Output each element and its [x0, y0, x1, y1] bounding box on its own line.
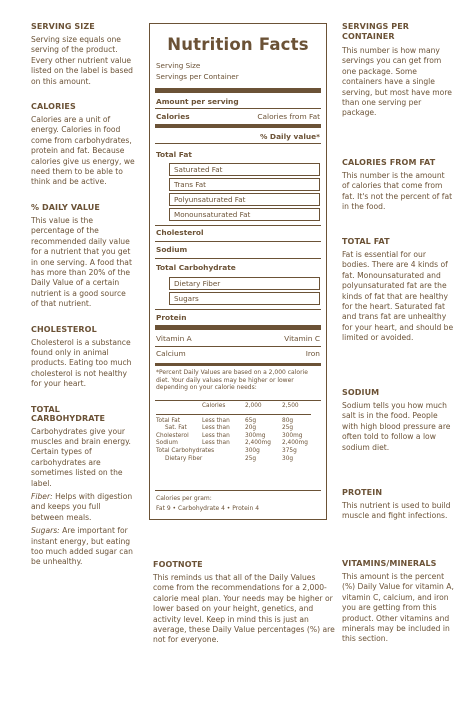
divider: [155, 258, 321, 259]
section-heading: TOTAL FAT: [342, 237, 390, 246]
amount-per-serving: [156, 97, 320, 106]
dv-cell: 300g: [245, 447, 260, 454]
dv-cell: Sat. Fat: [165, 425, 187, 432]
vitamin-a-label: Vitamin A: [156, 334, 192, 343]
left-column: [31, 22, 135, 583]
total-carbohydrate-label: Total Carbohydrate: [156, 263, 236, 272]
calories-per-gram-values: Fat 9 • Carbohydrate 4 • Protein 4: [156, 505, 260, 512]
divider: [155, 346, 321, 347]
daily-value-header: [156, 132, 320, 141]
dv-cell: Calories: [202, 403, 226, 409]
calories-from-fat-section: [342, 158, 454, 213]
nutrition-facts-label: [149, 23, 327, 520]
vitamins-minerals-section: [342, 559, 454, 645]
servings-per-container-section: [342, 22, 454, 119]
dv-row: [156, 448, 311, 456]
iron-label: Iron: [305, 349, 320, 358]
dv-cell: Sodium: [156, 440, 178, 447]
sugars-text: [31, 526, 135, 568]
protein-section: [342, 488, 454, 522]
dv-cell: 25g: [245, 455, 257, 462]
section-text: This number is how many servings you can get from one package. Some containers have a single serving, but most have more than one serving per package.: [342, 46, 452, 118]
dv-row: [156, 425, 311, 433]
vitamin-c-label: Vitamin C: [284, 334, 320, 343]
section-heading: CALORIES FROM FAT: [342, 158, 436, 167]
trans-fat-box: Trans Fat: [169, 178, 320, 191]
dv-cell: Less than: [202, 425, 230, 432]
section-heading: CHOLESTEROL: [31, 324, 97, 334]
divider: [155, 225, 321, 226]
section-text: This reminds us that all of the Daily Values come from the recommendations for a 2,000-calorie meal plan. Your needs may be higher or lower based on your height, genetics, and activity level. Keep in mind this is just an average, these Daily Value percentages (%) are not for everyone.: [153, 573, 335, 645]
vitamin-row: [156, 334, 320, 343]
divider: [155, 241, 321, 242]
daily-value-label: % Daily value*: [259, 132, 320, 141]
dv-cell: 2,500: [282, 403, 299, 409]
divider: [155, 490, 321, 491]
amount-per-serving-label: Amount per serving: [156, 97, 239, 106]
section-text: Fat is essential for our bodies. There are 4 kinds of fat. Monounsaturated and polyunsaturated fat are the kinds of fat that are healthy for the heart. Saturated fat and trans fat are unhealthy for your heart, and should be limited or avoided.: [342, 250, 454, 343]
thick-divider: [155, 88, 321, 93]
dv-row: [156, 418, 311, 426]
dv-cell: [195, 425, 202, 433]
section-text: Cholesterol is a substance found only in animal products. Eating too much cholesterol is not healthy for your heart.: [31, 337, 132, 389]
dv-cell: [195, 418, 202, 426]
dv-cell: Less than: [202, 440, 230, 447]
section-text: Carbohydrates give your muscles and brain energy. Certain types of carbohydrates are sometimes listed on the label.: [31, 426, 131, 488]
cholesterol-label: Cholesterol: [156, 228, 204, 237]
label-title: Nutrition Facts: [167, 35, 309, 54]
dv-cell: 2,400mg: [245, 440, 271, 447]
calcium-label: Calcium: [156, 349, 186, 358]
section-heading: % DAILY VALUE: [31, 202, 100, 212]
footnote-section: [153, 560, 335, 646]
dv-cell: 30g: [282, 455, 294, 462]
section-heading: TOTAL CARBOHYDRATE: [31, 404, 106, 423]
calories-row: [156, 112, 320, 121]
dv-cell: 80g: [282, 417, 294, 424]
dv-cell: 300mg: [282, 432, 303, 439]
section-text: This amount is the percent (%) Daily Value for vitamin A, vitamin C, calcium, and iron you are getting from this product. Other vitamins and minerals may be included in this section.: [342, 572, 454, 644]
dv-cell: [195, 403, 202, 411]
section-heading: PROTEIN: [342, 488, 383, 497]
servings-per-container-label: Servings per Container: [156, 72, 239, 81]
divider: [155, 143, 321, 144]
dv-cell: 300mg: [245, 432, 266, 439]
dv-row: [156, 440, 311, 448]
serving-size-label: Serving Size: [156, 61, 201, 70]
dv-cell: 65g: [245, 417, 257, 424]
section-text: Sodium tells you how much salt is in the food. People with high blood pressure are often told to follow a low sodium diet.: [342, 401, 451, 452]
dv-cell: 375g: [282, 447, 297, 454]
right-column: [342, 22, 454, 702]
daily-value-table: [156, 403, 311, 463]
dv-cell: 25g: [282, 425, 294, 432]
dv-cell: 2,400mg: [282, 440, 308, 447]
cholesterol-row: [156, 228, 320, 237]
polyunsaturated-fat-box: Polyunsaturated Fat: [169, 193, 320, 206]
daily-value-footnote: *Percent Daily Values are based on a 2,000 calorie diet. Your daily values may be higher or lower depending on your calorie needs:: [156, 369, 308, 392]
divider: [155, 309, 321, 310]
section-heading: SERVING SIZE: [31, 22, 95, 31]
sodium-section: [342, 388, 454, 453]
dv-cell: [156, 403, 195, 411]
section-text: This number is the amount of calories that come from fat. It's not the percent of fat in the food.: [342, 171, 453, 212]
dv-row: [156, 456, 311, 464]
section-heading: CALORIES: [31, 102, 76, 112]
sodium-row: [156, 245, 320, 254]
total-fat-row: [156, 150, 320, 159]
section-heading: SODIUM: [342, 388, 380, 397]
dv-cell: 20g: [245, 425, 257, 432]
dietary-fiber-box: Dietary Fiber: [169, 277, 320, 290]
calories-section: [31, 102, 135, 188]
total-fat-label: Total Fat: [156, 150, 192, 159]
section-heading: FOOTNOTE: [153, 560, 203, 569]
dv-cell: Total Fat: [156, 417, 181, 424]
sugars-body: Are important for instant energy, but eating too much added sugar can be unhealthy.: [31, 526, 133, 567]
dv-cell: Cholesterol: [156, 432, 189, 439]
section-heading: SERVINGS PER CONTAINER: [342, 22, 410, 41]
fiber-body: Helps with digestion and keeps you full between meals.: [31, 492, 133, 522]
section-heading: VITAMINS/MINERALS: [342, 559, 437, 568]
calories-per-gram-label: Calories per gram:: [156, 495, 212, 502]
divider: [155, 108, 321, 109]
dv-cell: Total Carbohydrates: [156, 447, 215, 454]
fiber-lead: Fiber:: [31, 492, 53, 501]
mineral-row: [156, 349, 320, 358]
section-text: This value is the percentage of the recommended daily value for a nutrient that you get in one serving. A food that has more than 20% of the Daily Value of a certain nutrient is a good source of that nutrient.: [31, 215, 132, 309]
dv-cell: [195, 433, 202, 441]
dv-row: [156, 433, 311, 441]
sugars-box: Sugars: [169, 292, 320, 305]
protein-row: [156, 313, 320, 322]
protein-label: Protein: [156, 313, 187, 322]
calories-label: Calories: [156, 112, 190, 121]
serving-size-section: [31, 22, 135, 87]
dv-header-row: [156, 403, 311, 411]
thick-divider: [155, 363, 321, 366]
dv-cell: 2,000: [245, 403, 262, 409]
dv-cell: Less than: [202, 432, 230, 439]
total-carbohydrate-row: [156, 263, 320, 272]
dv-cell: [195, 440, 202, 448]
fiber-text: [31, 492, 135, 523]
sugars-lead: Sugars:: [31, 526, 60, 536]
section-text: Serving size equals one serving of the product. Every other nutrient value listed on the label is based on this amount.: [31, 35, 133, 86]
monounsaturated-fat-box: Monounsaturated Fat: [169, 208, 320, 221]
calories-from-fat-label: Calories from Fat: [257, 112, 320, 121]
thick-divider: [155, 325, 321, 330]
dv-cell: Less than: [202, 417, 230, 424]
cholesterol-section: [31, 325, 135, 390]
section-text: Calories are a unit of energy. Calories in food come from carbohydrates, protein and fat. Because calories give us energy, we need them to be able to think and be active.: [31, 115, 135, 187]
sodium-label: Sodium: [156, 245, 188, 254]
divider: [155, 400, 321, 401]
total-carbohydrate-section: [31, 405, 135, 568]
section-text: This nutrient is used to build muscle and fight infections.: [342, 501, 451, 521]
daily-value-section: [31, 203, 135, 310]
thick-divider: [155, 124, 321, 128]
dv-cell: Dietary Fiber: [165, 455, 203, 462]
saturated-fat-box: Saturated Fat: [169, 163, 320, 176]
total-fat-section: [342, 237, 454, 344]
